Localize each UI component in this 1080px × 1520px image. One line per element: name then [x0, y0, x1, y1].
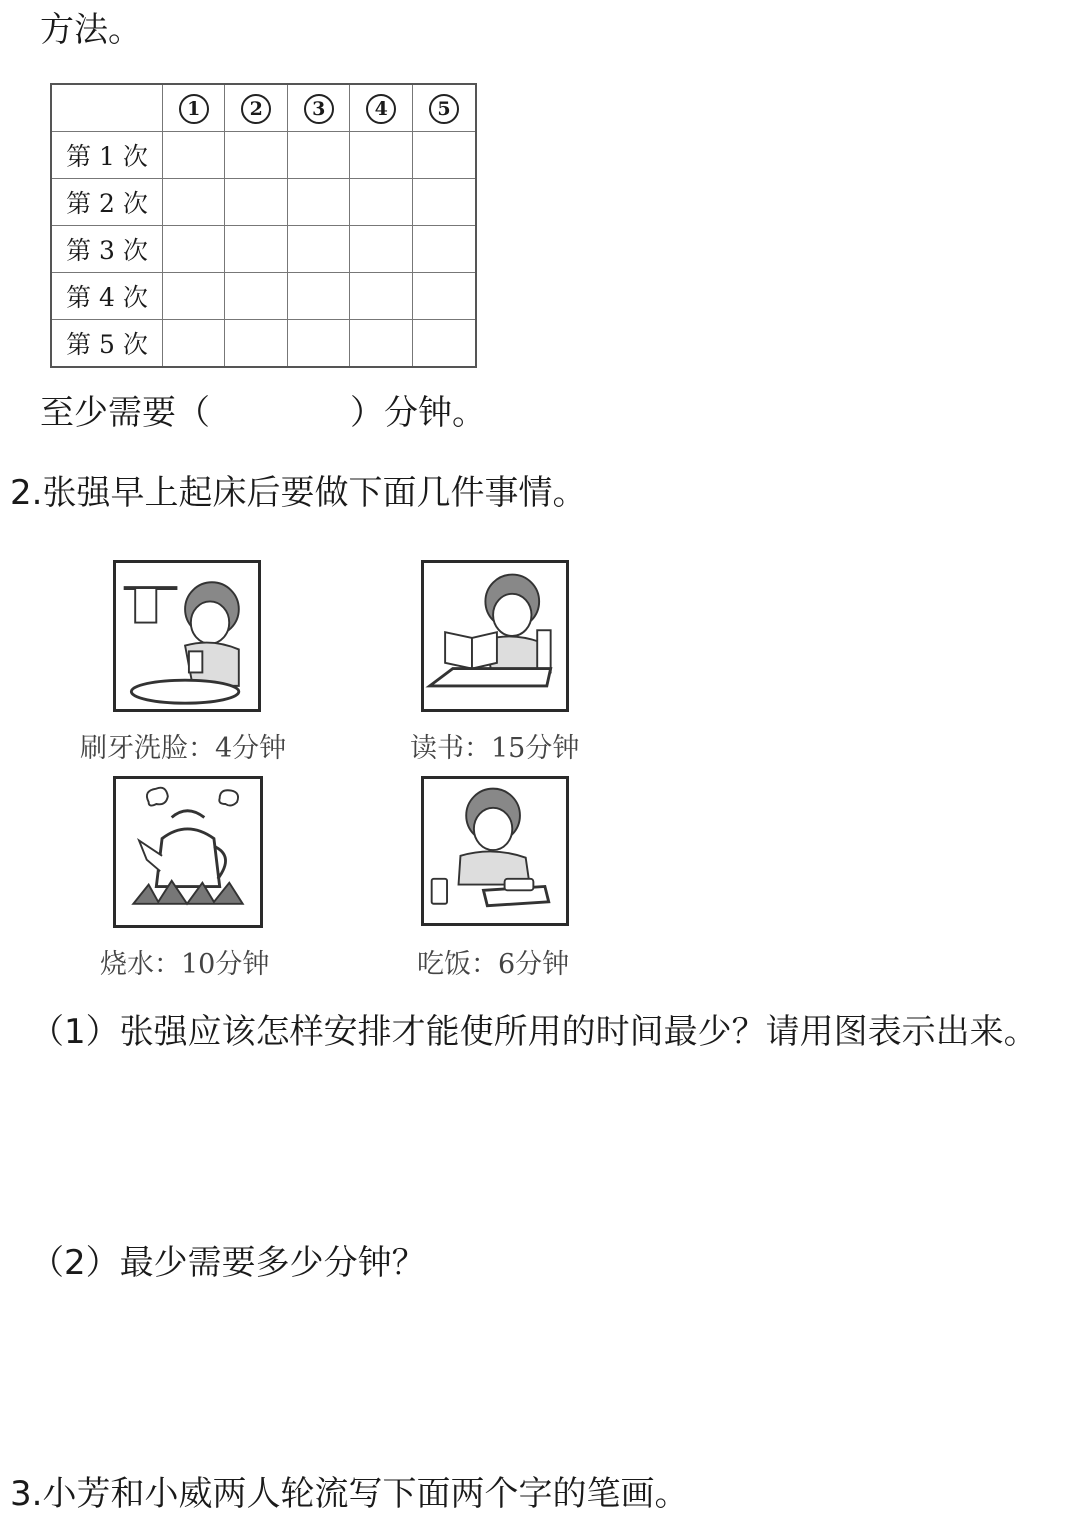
column-header: 5 [412, 84, 476, 132]
task-picture-brushing [113, 560, 261, 712]
table-cell[interactable] [287, 273, 349, 320]
table-row [51, 320, 476, 368]
task-caption: 读书：15分钟 [410, 733, 580, 764]
task-caption: 烧水：10分钟 [100, 949, 270, 980]
row-label: 第 5 次 [51, 320, 163, 368]
table-cell[interactable] [412, 273, 476, 320]
table-cell[interactable] [287, 132, 349, 179]
table-row [51, 273, 476, 320]
table-cell[interactable] [163, 132, 225, 179]
row-label: 第 1 次 [51, 132, 163, 179]
task-caption: 刷牙洗脸：4分钟 [80, 733, 287, 764]
table-cell[interactable] [350, 132, 412, 179]
column-header: 1 [163, 84, 225, 132]
table-cell[interactable] [412, 320, 476, 368]
task-picture-boiling [113, 776, 263, 928]
schedule-table [50, 83, 477, 368]
row-label: 第 3 次 [51, 226, 163, 273]
table-row [51, 226, 476, 273]
question-2-sub1: （1）张强应该怎样安排才能使所用的时间最少？请用图表示出来。 [30, 1012, 1038, 1052]
task-picture-eating [421, 776, 569, 926]
table-cell[interactable] [225, 132, 287, 179]
table-cell[interactable] [350, 226, 412, 273]
table-cell[interactable] [412, 179, 476, 226]
answer-line [40, 393, 486, 433]
table-cell[interactable] [287, 179, 349, 226]
column-header: 3 [287, 84, 349, 132]
question-3-title: 3.小芳和小威两人轮流写下面两个字的笔画。 [10, 1474, 689, 1514]
table-cell[interactable] [163, 226, 225, 273]
table-cell[interactable] [225, 320, 287, 368]
intro-text: 方法。 [40, 10, 142, 50]
answer-prefix: 至少需要（ [40, 393, 210, 433]
table-cell[interactable] [163, 179, 225, 226]
brushing-teeth-icon [116, 563, 258, 709]
table-row [51, 132, 476, 179]
table-cell[interactable] [163, 273, 225, 320]
table-header-row [51, 84, 476, 132]
task-picture-reading [421, 560, 569, 712]
table-cell[interactable] [225, 273, 287, 320]
table-cell[interactable] [412, 226, 476, 273]
table-cell[interactable] [287, 320, 349, 368]
column-header: 4 [350, 84, 412, 132]
question-2-sub2: （2）最少需要多少分钟？ [30, 1243, 426, 1283]
table-cell[interactable] [412, 132, 476, 179]
reading-book-icon [424, 563, 566, 709]
task-caption: 吃饭：6分钟 [417, 949, 570, 980]
column-header: 2 [225, 84, 287, 132]
row-label: 第 4 次 [51, 273, 163, 320]
table-cell[interactable] [287, 226, 349, 273]
table-cell[interactable] [350, 179, 412, 226]
table-row [51, 179, 476, 226]
table-cell[interactable] [350, 273, 412, 320]
row-label: 第 2 次 [51, 179, 163, 226]
table-cell[interactable] [163, 320, 225, 368]
question-2-title: 2.张强早上起床后要做下面几件事情。 [10, 473, 587, 513]
answer-suffix: ）分钟。 [350, 393, 486, 433]
table-cell[interactable] [225, 179, 287, 226]
table-cell[interactable] [350, 320, 412, 368]
eating-meal-icon [424, 779, 566, 923]
table-corner-cell [51, 84, 163, 132]
table-cell[interactable] [225, 226, 287, 273]
boiling-kettle-icon [116, 779, 260, 925]
